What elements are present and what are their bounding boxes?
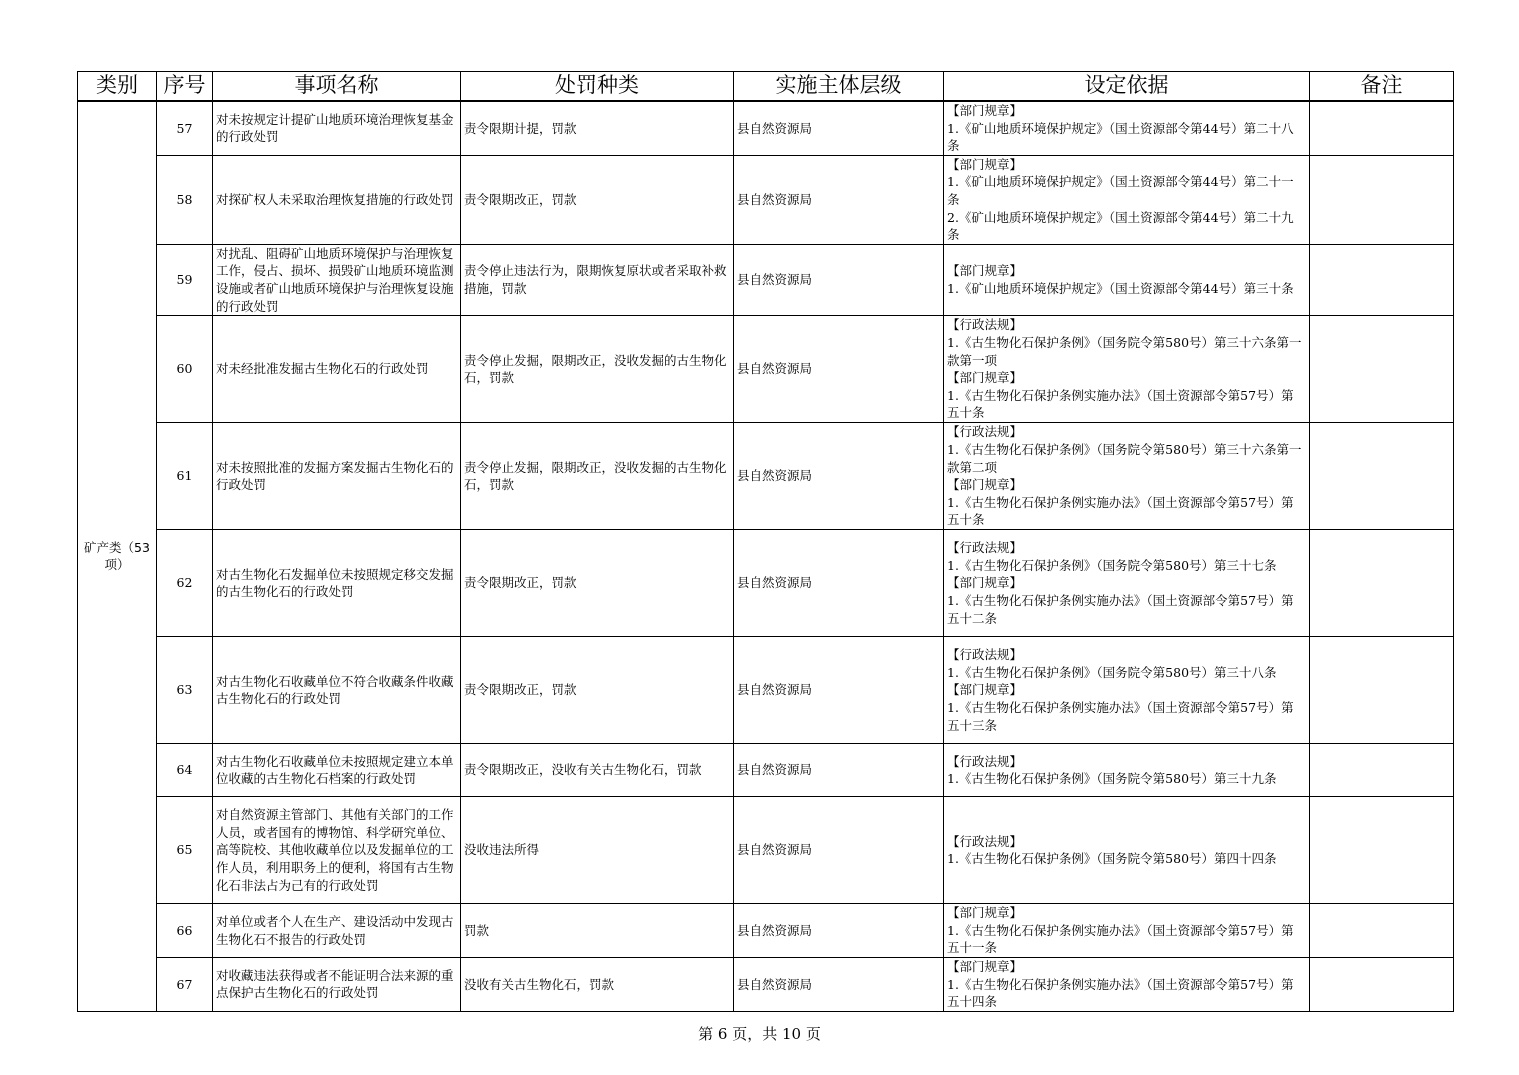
table-row bbox=[78, 744, 1454, 797]
row-penalty-type: 责令停止发掘，限期改正，没收发掘的古生物化石，罚款 bbox=[461, 423, 734, 530]
row-basis: 【行政法规】 1.《古生物化石保护条例》（国务院令第580号）第四十四条 bbox=[944, 797, 1310, 904]
table-row bbox=[78, 904, 1454, 958]
row-note bbox=[1310, 797, 1454, 904]
row-note bbox=[1310, 101, 1454, 155]
row-level: 县自然资源局 bbox=[734, 423, 944, 530]
row-seq: 66 bbox=[157, 904, 213, 958]
row-penalty-type: 罚款 bbox=[461, 904, 734, 958]
row-level: 县自然资源局 bbox=[734, 244, 944, 315]
table-row bbox=[78, 244, 1454, 315]
header-seq: 序号 bbox=[157, 72, 213, 102]
row-penalty-type: 责令限期改正，罚款 bbox=[461, 155, 734, 244]
row-level: 县自然资源局 bbox=[734, 797, 944, 904]
category-cell: 矿产类（53项） bbox=[78, 101, 157, 1011]
table-row bbox=[78, 423, 1454, 530]
table-row bbox=[78, 316, 1454, 423]
row-penalty-type: 没收有关古生物化石，罚款 bbox=[461, 957, 734, 1011]
row-item-name: 对自然资源主管部门、其他有关部门的工作人员，或者国有的博物馆、科学研究单位、高等院校、其他收藏单位以及发掘单位的工作人员，利用职务上的便利，将国有古生物化石非法占为己有的行政处罚 bbox=[213, 797, 461, 904]
row-basis: 【行政法规】 1.《古生物化石保护条例》（国务院令第580号）第三十六条第一款第一项 【部门规章】 1.《古生物化石保护条例实施办法》（国土资源部令第57号）第五十条 bbox=[944, 316, 1310, 423]
table-row bbox=[78, 637, 1454, 744]
table-row bbox=[78, 530, 1454, 637]
row-seq: 58 bbox=[157, 155, 213, 244]
row-note bbox=[1310, 637, 1454, 744]
row-penalty-type: 责令限期计提，罚款 bbox=[461, 101, 734, 155]
row-level: 县自然资源局 bbox=[734, 744, 944, 797]
row-basis: 【行政法规】 1.《古生物化石保护条例》（国务院令第580号）第三十九条 bbox=[944, 744, 1310, 797]
row-item-name: 对未按照批准的发掘方案发掘古生物化石的行政处罚 bbox=[213, 423, 461, 530]
header-penalty-type: 处罚种类 bbox=[461, 72, 734, 102]
row-item-name: 对收藏违法获得或者不能证明合法来源的重点保护古生物化石的行政处罚 bbox=[213, 957, 461, 1011]
table-row bbox=[78, 957, 1454, 1011]
penalty-table bbox=[77, 71, 1454, 1012]
row-penalty-type: 责令限期改正，罚款 bbox=[461, 637, 734, 744]
row-level: 县自然资源局 bbox=[734, 101, 944, 155]
row-note bbox=[1310, 957, 1454, 1011]
header-note: 备注 bbox=[1310, 72, 1454, 102]
row-basis: 【部门规章】 1.《古生物化石保护条例实施办法》（国土资源部令第57号）第五十一条 bbox=[944, 904, 1310, 958]
row-item-name: 对未按规定计提矿山地质环境治理恢复基金的行政处罚 bbox=[213, 101, 461, 155]
row-basis: 【行政法规】 1.《古生物化石保护条例》（国务院令第580号）第三十六条第一款第二项 【部门规章】 1.《古生物化石保护条例实施办法》（国土资源部令第57号）第五十条 bbox=[944, 423, 1310, 530]
row-seq: 62 bbox=[157, 530, 213, 637]
row-seq: 61 bbox=[157, 423, 213, 530]
row-note bbox=[1310, 155, 1454, 244]
row-seq: 59 bbox=[157, 244, 213, 315]
row-item-name: 对古生物化石发掘单位未按照规定移交发掘的古生物化石的行政处罚 bbox=[213, 530, 461, 637]
row-basis: 【部门规章】 1.《矿山地质环境保护规定》（国土资源部令第44号）第三十条 bbox=[944, 244, 1310, 315]
row-note bbox=[1310, 904, 1454, 958]
row-seq: 63 bbox=[157, 637, 213, 744]
row-basis: 【部门规章】 1.《古生物化石保护条例实施办法》（国土资源部令第57号）第五十四条 bbox=[944, 957, 1310, 1011]
row-seq: 60 bbox=[157, 316, 213, 423]
row-item-name: 对未经批准发掘古生物化石的行政处罚 bbox=[213, 316, 461, 423]
row-seq: 67 bbox=[157, 957, 213, 1011]
row-item-name: 对单位或者个人在生产、建设活动中发现古生物化石不报告的行政处罚 bbox=[213, 904, 461, 958]
row-penalty-type: 责令停止发掘，限期改正，没收发掘的古生物化石，罚款 bbox=[461, 316, 734, 423]
row-seq: 64 bbox=[157, 744, 213, 797]
row-level: 县自然资源局 bbox=[734, 530, 944, 637]
row-penalty-type: 责令停止违法行为，限期恢复原状或者采取补救措施，罚款 bbox=[461, 244, 734, 315]
header-row bbox=[78, 72, 1454, 102]
row-item-name: 对扰乱、阻碍矿山地质环境保护与治理恢复工作，侵占、损坏、损毁矿山地质环境监测设施或者矿山地质环境保护与治理恢复设施的行政处罚 bbox=[213, 244, 461, 315]
table-row bbox=[78, 797, 1454, 904]
row-seq: 57 bbox=[157, 101, 213, 155]
row-penalty-type: 责令限期改正，没收有关古生物化石，罚款 bbox=[461, 744, 734, 797]
table-row bbox=[78, 155, 1454, 244]
header-level: 实施主体层级 bbox=[734, 72, 944, 102]
row-note bbox=[1310, 244, 1454, 315]
row-level: 县自然资源局 bbox=[734, 155, 944, 244]
row-item-name: 对古生物化石收藏单位未按照规定建立本单位收藏的古生物化石档案的行政处罚 bbox=[213, 744, 461, 797]
row-note bbox=[1310, 316, 1454, 423]
header-category: 类别 bbox=[78, 72, 157, 102]
header-item-name: 事项名称 bbox=[213, 72, 461, 102]
row-item-name: 对古生物化石收藏单位不符合收藏条件收藏古生物化石的行政处罚 bbox=[213, 637, 461, 744]
row-basis: 【部门规章】 1.《矿山地质环境保护规定》（国土资源部令第44号）第二十一条 2.《矿山地质环境保护规定》（国土资源部令第44号）第二十九条 bbox=[944, 155, 1310, 244]
row-level: 县自然资源局 bbox=[734, 904, 944, 958]
row-basis: 【行政法规】 1.《古生物化石保护条例》（国务院令第580号）第三十七条 【部门规章】 1.《古生物化石保护条例实施办法》（国土资源部令第57号）第五十二条 bbox=[944, 530, 1310, 637]
row-level: 县自然资源局 bbox=[734, 316, 944, 423]
row-level: 县自然资源局 bbox=[734, 957, 944, 1011]
row-seq: 65 bbox=[157, 797, 213, 904]
row-penalty-type: 责令限期改正，罚款 bbox=[461, 530, 734, 637]
row-note bbox=[1310, 530, 1454, 637]
row-basis: 【行政法规】 1.《古生物化石保护条例》（国务院令第580号）第三十八条 【部门规章】 1.《古生物化石保护条例实施办法》（国土资源部令第57号）第五十三条 bbox=[944, 637, 1310, 744]
row-note bbox=[1310, 423, 1454, 530]
row-basis: 【部门规章】 1.《矿山地质环境保护规定》（国土资源部令第44号）第二十八条 bbox=[944, 101, 1310, 155]
row-note bbox=[1310, 744, 1454, 797]
row-penalty-type: 没收违法所得 bbox=[461, 797, 734, 904]
row-level: 县自然资源局 bbox=[734, 637, 944, 744]
row-item-name: 对探矿权人未采取治理恢复措施的行政处罚 bbox=[213, 155, 461, 244]
header-basis: 设定依据 bbox=[944, 72, 1310, 102]
page-footer: 第 6 页，共 10 页 bbox=[698, 1025, 821, 1043]
table-row bbox=[78, 101, 1454, 155]
